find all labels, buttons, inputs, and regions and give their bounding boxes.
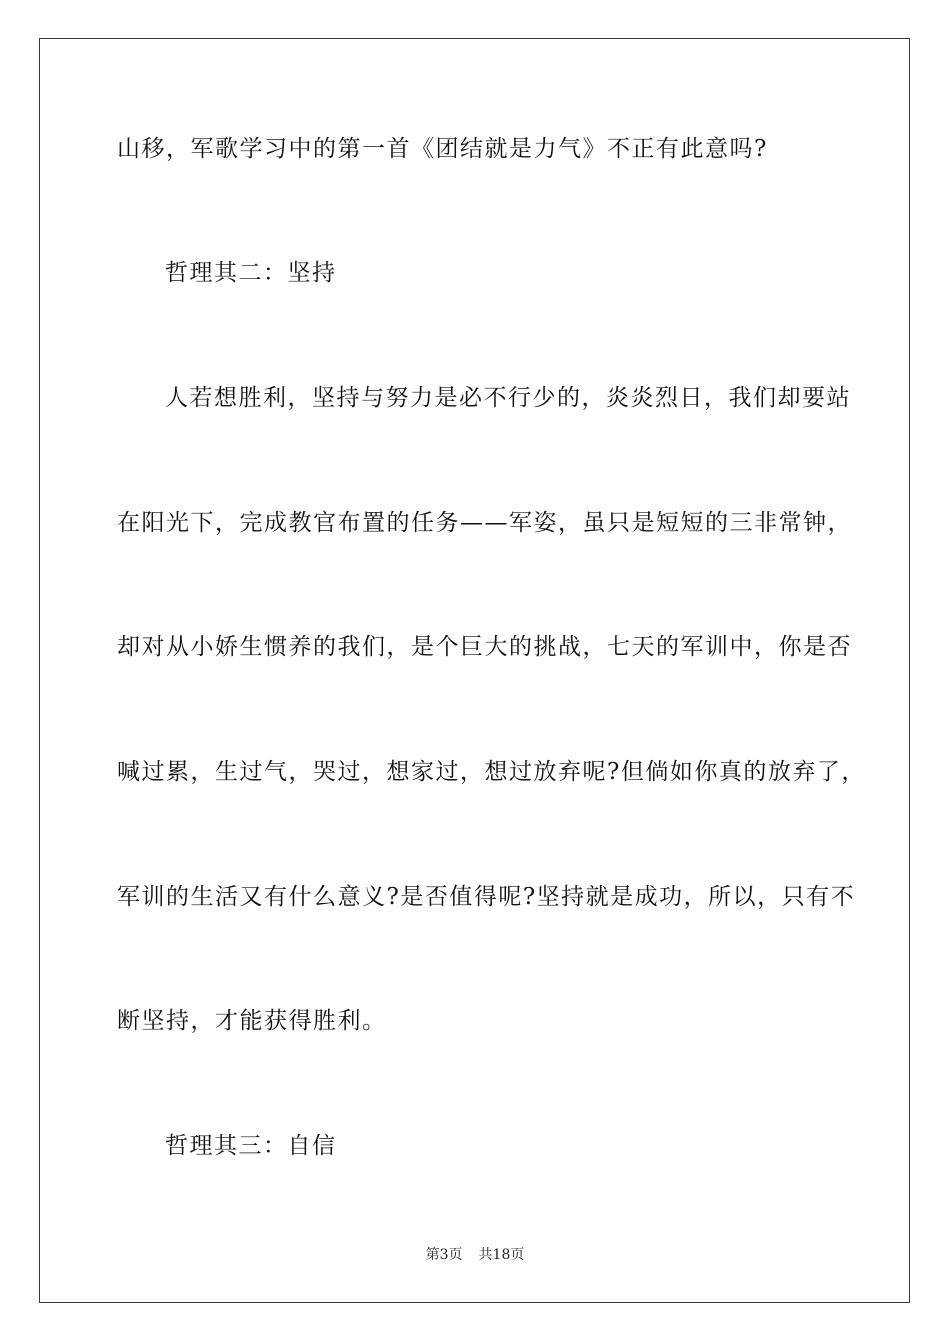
page-number: 第3页 xyxy=(425,1247,463,1263)
page-footer xyxy=(0,1246,950,1264)
paragraph-line: 军训的生活又有什么意义?是否值得呢?坚持就是成功，所以，只有不 xyxy=(117,884,856,910)
paragraph-line: 山移，军歌学习中的第一首《团结就是力气》不正有此意吗? xyxy=(117,136,768,162)
page-total: 共18页 xyxy=(478,1247,525,1263)
section-heading: 哲理其三：自信 xyxy=(165,1133,337,1159)
page-border xyxy=(39,38,910,1303)
paragraph-line: 喊过累，生过气，哭过，想家过，想过放弃呢?但倘如你真的放弃了， xyxy=(117,759,866,785)
section-heading: 哲理其二：坚持 xyxy=(165,260,337,286)
paragraph-line: 却对从小娇生惯养的我们，是个巨大的挑战，七天的军训中，你是否 xyxy=(117,634,852,660)
paragraph-line: 在阳光下，完成教官布置的任务——军姿，虽只是短短的三非常钟， xyxy=(117,510,852,536)
paragraph-line: 人若想胜利，坚持与努力是必不行少的，炎炎烈日，我们却要站 xyxy=(165,385,851,411)
paragraph-line: 断坚持，才能获得胜利。 xyxy=(117,1008,387,1034)
